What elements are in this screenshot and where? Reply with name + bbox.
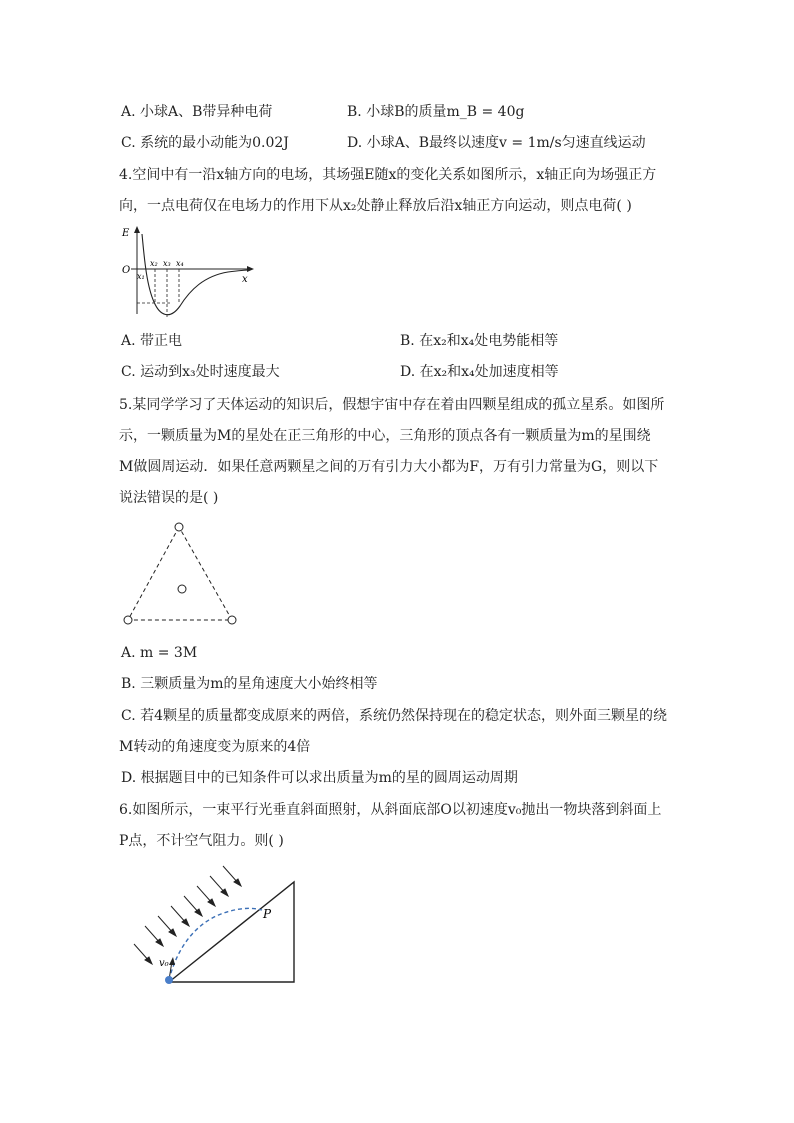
option-text: 系统的最小动能为0.02J xyxy=(140,135,289,151)
q5-option-a xyxy=(121,643,197,663)
option-text: m = 3M xyxy=(140,645,198,661)
triangle-dashed xyxy=(128,527,232,620)
q5-stem-line-4: 说法错误的是( ) xyxy=(119,490,219,506)
q5-option-c xyxy=(121,706,667,726)
q6-stem-line-2: P点，不计空气阻力。则( ) xyxy=(119,833,284,849)
q4-stem-line-1: 4.空间中有一沿x轴方向的电场，其场强E随x的变化关系如图所示，x轴正向为场强正方 xyxy=(119,167,657,183)
label-x1: x₁ xyxy=(137,272,145,281)
q5-stem-line-1: 5.某同学学习了天体运动的知识后，假想宇宙中存在着由四颗星组成的孤立星系。如图所 xyxy=(119,397,665,413)
velocity-arrowhead xyxy=(169,957,175,965)
x-axis-arrow xyxy=(247,266,254,272)
option-text: 在x₂和x₄处加速度相等 xyxy=(419,364,559,380)
q4-field-graph xyxy=(118,224,258,324)
label-v0: v₀ xyxy=(159,958,169,969)
q4-option-b xyxy=(400,331,558,351)
q5-triangle-figure xyxy=(120,518,240,628)
option-label: B. xyxy=(347,104,362,120)
option-text: 小球A、B最终以速度v = 1m/s匀速直线运动 xyxy=(366,135,646,151)
q6-stem-line-1: 6.如图所示，一束平行光垂直斜面照射，从斜面底部O以初速度v₀抛出一物块落到斜面上 xyxy=(119,802,662,818)
q5-option-c-cont xyxy=(119,737,310,757)
label-x: x xyxy=(242,274,248,285)
option-label: A. xyxy=(121,645,136,661)
option-text: 带正电 xyxy=(140,333,183,349)
q3-option-c xyxy=(121,133,289,153)
option-text: 小球A、B带异种电荷 xyxy=(140,104,273,120)
star-center xyxy=(178,585,186,593)
option-text: 在x₂和x₄处电势能相等 xyxy=(419,333,559,349)
q5-stem-line-3: M做圆周运动．如果任意两颗星之间的万有引力大小都为F，万有引力常量为G，则以下 xyxy=(119,459,659,475)
star-left xyxy=(124,616,132,624)
e-axis-arrow xyxy=(134,226,140,233)
q5-option-b xyxy=(121,674,377,694)
option-label: C. xyxy=(121,364,136,380)
q4-option-a xyxy=(121,331,182,351)
q4-option-d xyxy=(400,362,559,382)
star-top xyxy=(175,523,183,531)
light-rays xyxy=(134,866,241,964)
option-text: 运动到x₃处时速度最大 xyxy=(140,364,280,380)
option-label: D. xyxy=(121,770,137,786)
option-text: 根据题目中的已知条件可以求出质量为m的星的圆周运动周期 xyxy=(140,770,518,786)
q3-option-b xyxy=(347,102,524,122)
option-label: B. xyxy=(121,676,136,692)
option-label: D. xyxy=(400,364,416,380)
label-x4: x₄ xyxy=(176,259,184,268)
option-label: A. xyxy=(121,104,136,120)
projectile-ball xyxy=(165,976,173,984)
label-p: P xyxy=(263,907,272,921)
q5-stem-line-2: 示，一颗质量为M的星处在正三角形的中心，三角形的顶点各有一颗质量为m的星围绕 xyxy=(119,428,651,444)
option-text: M转动的角速度变为原来的4倍 xyxy=(119,739,311,755)
q6-incline-figure xyxy=(125,862,305,992)
label-x3: x₃ xyxy=(163,259,171,268)
incline xyxy=(169,882,294,982)
q3-option-a xyxy=(121,102,272,122)
q5-option-d xyxy=(121,768,518,788)
option-text: 三颗质量为m的星角速度大小始终相等 xyxy=(140,676,378,692)
q4-option-c xyxy=(121,362,280,382)
star-right xyxy=(228,616,236,624)
option-text: 若4颗星的质量都变成原来的两倍，系统仍然保持现在的稳定状态，则外面三颗星的绕 xyxy=(140,708,668,724)
option-label: C. xyxy=(121,708,136,724)
option-label: B. xyxy=(400,333,415,349)
option-text: 小球B的质量m_B = 40g xyxy=(366,104,525,120)
label-origin: O xyxy=(122,265,131,276)
option-label: C. xyxy=(121,135,136,151)
label-e: E xyxy=(122,228,130,239)
option-label: A. xyxy=(121,333,136,349)
q4-stem-line-2: 向，一点电荷仅在电场力的作用下从x₂处静止释放后沿x轴正方向运动，则点电荷( ) xyxy=(119,198,632,214)
option-label: D. xyxy=(347,135,363,151)
label-x2: x₂ xyxy=(150,259,158,268)
q3-option-d xyxy=(347,133,646,153)
